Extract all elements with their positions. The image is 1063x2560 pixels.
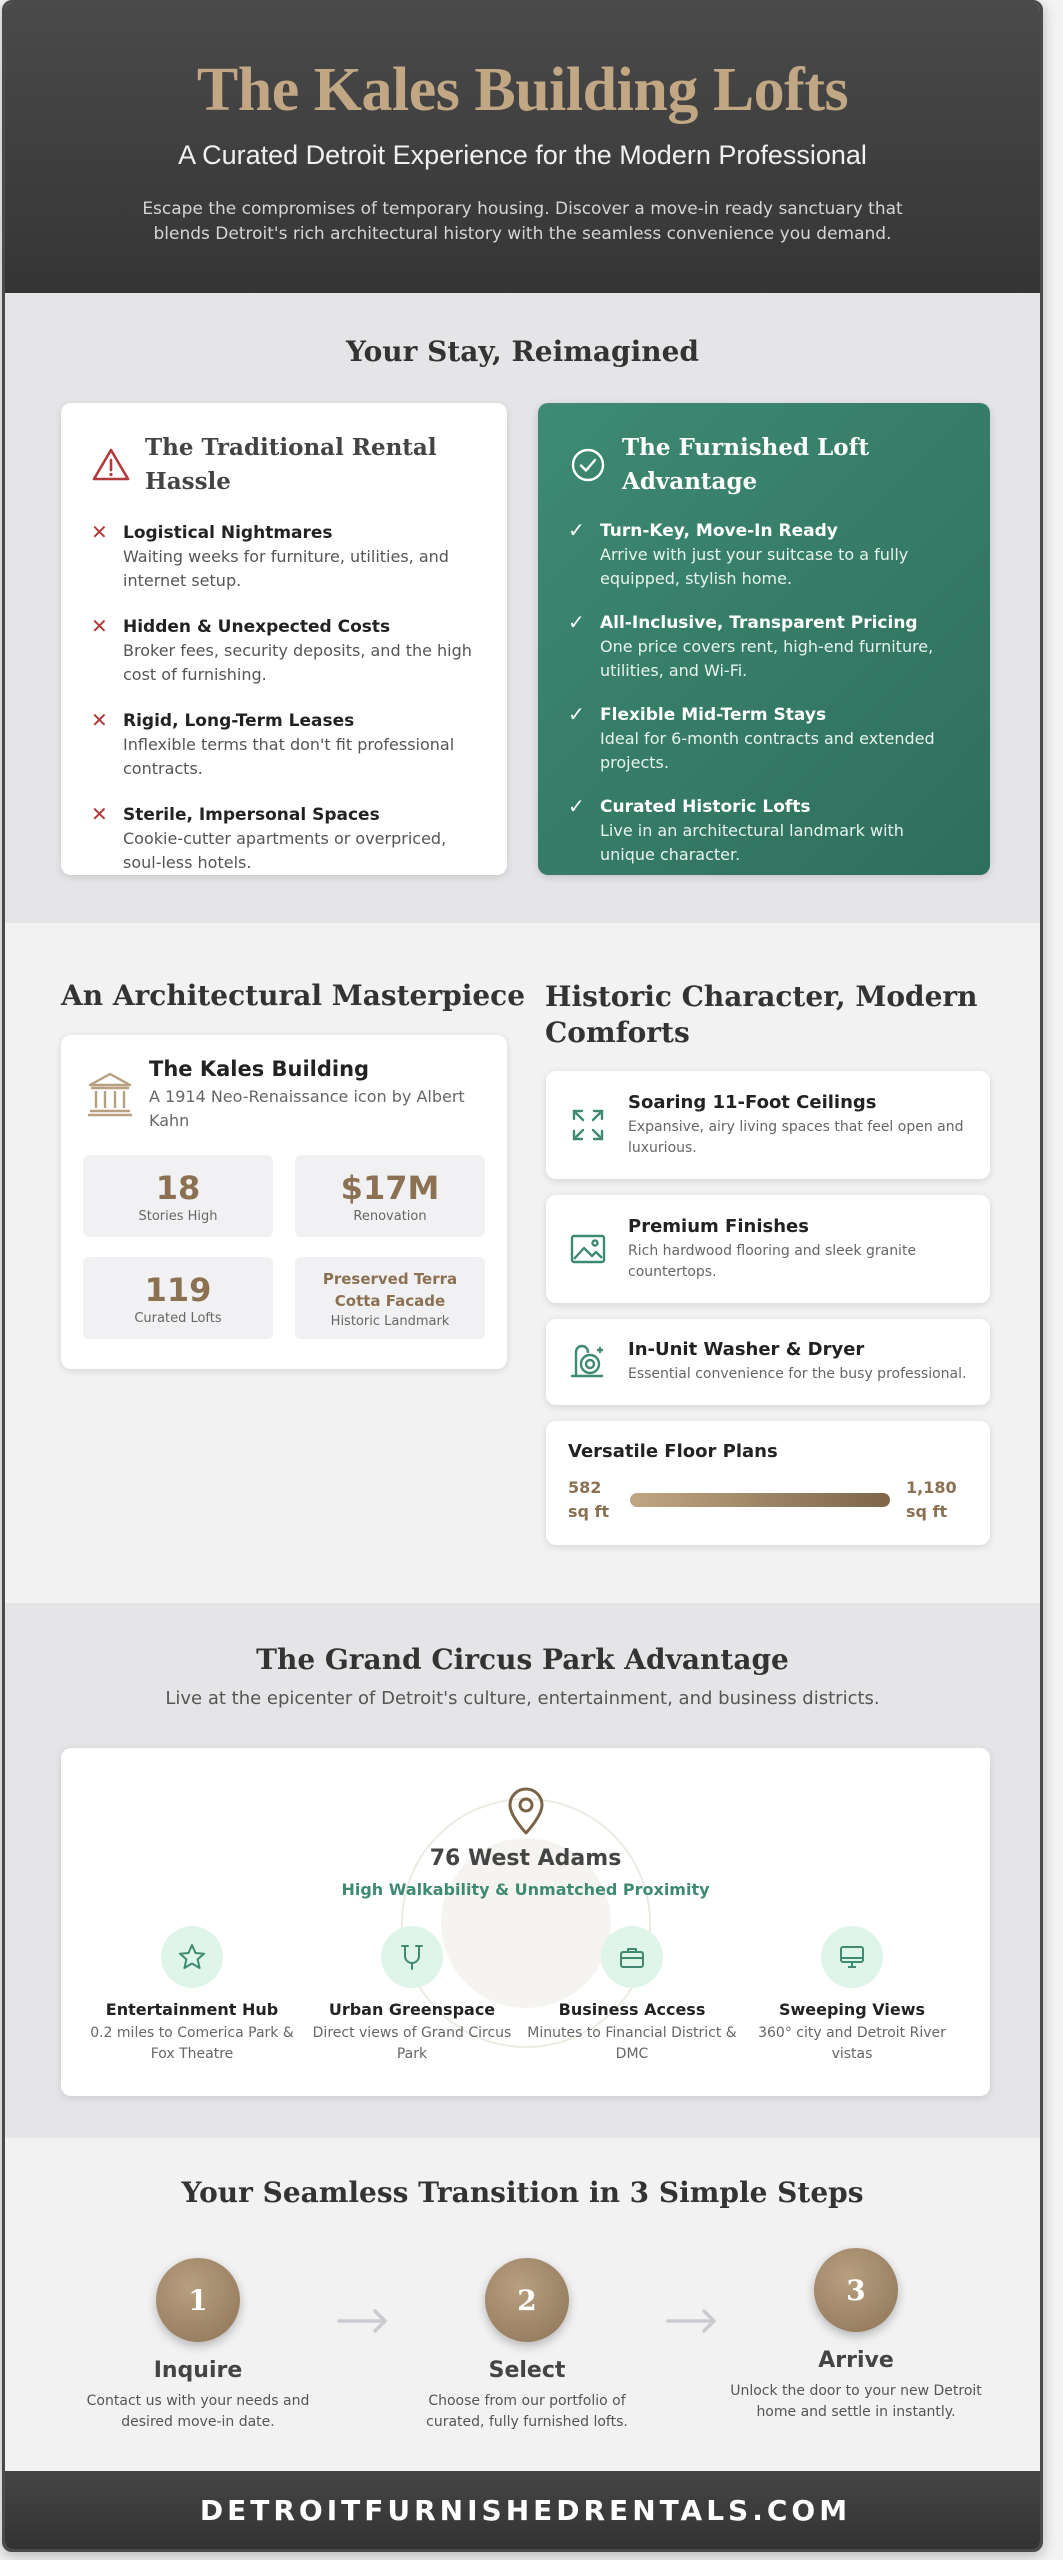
item-title: Flexible Mid-Term Stays [600, 705, 827, 725]
address: 76 West Adams [429, 1846, 622, 1871]
item-title: Logistical Nightmares [123, 523, 333, 543]
step-desc: Unlock the door to your new Detroit home and settle in instantly. [730, 2383, 982, 2420]
x-mark-icon: ✕ [91, 708, 108, 732]
item-desc: One price covers rent, high-end furniture, utilities, and Wi-Fi. [600, 637, 934, 680]
feature-washer [546, 1319, 990, 1405]
item-desc: Live in an architectural landmark with unique character. [600, 821, 904, 864]
feature-title: Premium Finishes [628, 1215, 809, 1237]
step-number: 2 [485, 2258, 569, 2342]
item-desc: Arrive with just your suitcase to a fully equipped, stylish home. [600, 545, 909, 588]
list-item [568, 703, 960, 775]
floor-max: 1,180 sq ft [906, 1478, 957, 1521]
floor-min: 582 sq ft [568, 1478, 610, 1521]
intro-text: Escape the compromises of temporary housing. Discover a move-in ready sanctuary that blends Detroit's rich architectural history with the seamless convenience you demand. [142, 199, 903, 244]
hero-header [5, 3, 1040, 293]
step-number: 1 [156, 2258, 240, 2342]
list-item [91, 521, 477, 593]
comforts-title: Historic Character, Modern Comforts [545, 980, 978, 1049]
location-section [5, 1603, 1040, 2138]
item-desc: Broker fees, security deposits, and the high cost of furnishing. [123, 641, 472, 684]
building-card [61, 1035, 507, 1369]
poi-greenspace [302, 1926, 522, 2065]
hassle-list [91, 521, 477, 875]
steps-section [5, 2138, 1040, 2483]
page-title: The Kales Building Lofts [196, 56, 849, 124]
feature-ceilings [546, 1071, 990, 1179]
building-desc: A 1914 Neo-Renaissance icon by Albert Kahn [149, 1087, 465, 1130]
item-title: All-Inclusive, Transparent Pricing [600, 613, 918, 633]
website-link[interactable]: DETROITFURNISHEDRENTALS.COM [199, 2493, 852, 2527]
poi-desc: 360° city and Detroit River vistas [758, 2025, 946, 2062]
washer-icon [568, 1342, 608, 1382]
page-subtitle: A Curated Detroit Experience for the Modern Professional [178, 140, 867, 170]
poi-views [742, 1926, 962, 2065]
stat-stories: 18 Stories High [83, 1155, 273, 1237]
footer [5, 2471, 1043, 2549]
map-pin-icon [504, 1786, 548, 1836]
floor-range-bar [630, 1493, 890, 1507]
check-circle-icon [568, 445, 608, 485]
walkability-tagline: High Walkability & Unmatched Proximity [341, 1880, 710, 1899]
arrow-right-icon [335, 2306, 391, 2336]
poi-business [522, 1926, 742, 2065]
step-number: 3 [814, 2248, 898, 2332]
item-title: Sterile, Impersonal Spaces [123, 805, 380, 825]
architecture-title: An Architectural Masterpiece [61, 979, 526, 1012]
building-name: The Kales Building [149, 1057, 370, 1081]
list-item [568, 795, 960, 867]
hassle-card [61, 403, 507, 875]
star-icon [177, 1942, 207, 1972]
advantage-list [568, 519, 960, 867]
item-title: Curated Historic Lofts [600, 797, 811, 817]
step-title: Inquire [153, 2358, 243, 2383]
feature-title: In-Unit Washer & Dryer [628, 1339, 865, 1360]
step-inquire [68, 2258, 328, 2433]
location-subtitle: Live at the epicenter of Detroit's culture, entertainment, and business districts. [165, 1688, 880, 1709]
stats-grid [83, 1155, 485, 1339]
advantage-card [538, 403, 990, 875]
floor-plans-card [546, 1421, 990, 1545]
step-select [397, 2258, 657, 2433]
stay-section [5, 293, 1040, 923]
stay-title: Your Stay, Reimagined [346, 335, 699, 368]
poi-title: Urban Greenspace [328, 2000, 496, 2019]
x-mark-icon: ✕ [91, 802, 108, 826]
step-desc: Choose from our portfolio of curated, fully furnished lofts. [426, 2393, 628, 2430]
x-mark-icon: ✕ [91, 614, 108, 638]
step-title: Select [488, 2358, 566, 2383]
poi-title: Business Access [558, 2000, 706, 2019]
item-title: Turn-Key, Move-In Ready [600, 521, 838, 541]
poi-desc: 0.2 miles to Comerica Park & Fox Theatre [90, 2025, 294, 2062]
item-desc: Inflexible terms that don't fit professional contracts. [123, 735, 455, 778]
image-icon [568, 1229, 608, 1269]
feature-title: Soaring 11-Foot Ceilings [628, 1091, 877, 1113]
item-desc: Ideal for 6-month contracts and extended projects. [600, 729, 935, 772]
check-mark-icon: ✓ [568, 794, 585, 818]
architecture-section [5, 923, 1040, 1603]
poi-entertainment [82, 1926, 302, 2065]
steps-title: Your Seamless Transition in 3 Simple Steps [181, 2176, 864, 2209]
item-desc: Waiting weeks for furniture, utilities, and internet setup. [123, 547, 449, 590]
stat-renovation: $17M Renovation [295, 1155, 485, 1237]
list-item [91, 709, 477, 781]
location-card [61, 1748, 990, 2096]
stat-facade: Preserved Terra Cotta Facade Historic Landmark [295, 1257, 485, 1339]
feature-desc: Rich hardwood flooring and sleek granite countertops. [628, 1242, 917, 1280]
list-item [568, 519, 960, 591]
step-arrive [726, 2248, 986, 2423]
x-mark-icon: ✕ [91, 520, 108, 544]
check-mark-icon: ✓ [568, 610, 585, 634]
page-frame [2, 0, 1043, 2552]
list-item [568, 611, 960, 683]
floor-plans-title: Versatile Floor Plans [568, 1441, 778, 1462]
building-columns-icon [85, 1069, 135, 1119]
feature-desc: Expansive, airy living spaces that feel open and luxurious. [628, 1118, 964, 1156]
monitor-icon [837, 1942, 867, 1972]
step-title: Arrive [818, 2348, 894, 2373]
warning-triangle-icon [91, 445, 131, 485]
poi-desc: Minutes to Financial District & DMC [527, 2025, 737, 2062]
expand-arrows-icon [568, 1105, 608, 1145]
arrow-right-icon [664, 2306, 720, 2336]
poi-title: Sweeping Views [778, 2000, 926, 2019]
location-title: The Grand Circus Park Advantage [256, 1643, 789, 1676]
poi-desc: Direct views of Grand Circus Park [312, 2025, 512, 2062]
hassle-title: The Traditional Rental Hassle [145, 434, 437, 495]
feature-desc: Essential convenience for the busy professional. [628, 1366, 967, 1382]
item-desc: Cookie-cutter apartments or overpriced, soul-less hotels. [123, 829, 447, 872]
step-desc: Contact us with your needs and desired move-in date. [86, 2393, 310, 2430]
briefcase-icon [617, 1942, 647, 1972]
park-icon [397, 1942, 427, 1972]
list-item [91, 803, 477, 875]
check-mark-icon: ✓ [568, 702, 585, 726]
stat-lofts: 119 Curated Lofts [83, 1257, 273, 1339]
item-title: Hidden & Unexpected Costs [123, 617, 391, 637]
advantage-title: The Furnished Loft Advantage [622, 434, 870, 495]
feature-finishes [546, 1195, 990, 1303]
poi-title: Entertainment Hub [105, 2000, 279, 2019]
list-item [91, 615, 477, 687]
check-mark-icon: ✓ [568, 518, 585, 542]
item-title: Rigid, Long-Term Leases [123, 711, 355, 731]
